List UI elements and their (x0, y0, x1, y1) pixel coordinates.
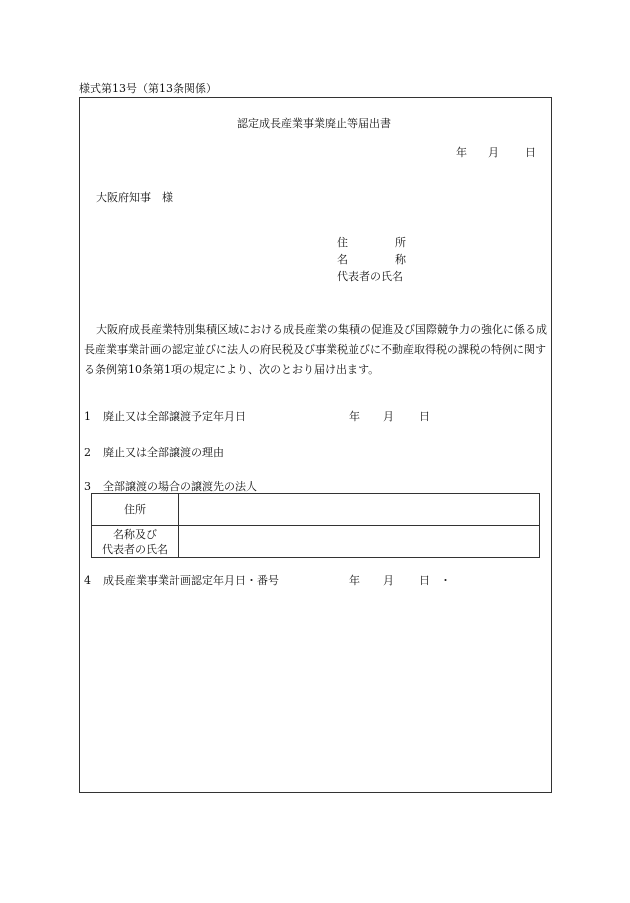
item-4-year: 年 (349, 574, 360, 587)
item-4-separator: ・ (440, 574, 451, 587)
transferee-name-label-line1: 名称及び (113, 527, 157, 541)
item-4-label: 成長産業事業計画認定年月日・番号 (103, 574, 279, 587)
item-2-number: 2 (84, 446, 91, 459)
item-2-label: 廃止又は全部譲渡の理由 (103, 446, 224, 459)
transferee-name-label (92, 526, 179, 558)
form-title: 認定成長産業事業廃止等届出書 (237, 117, 391, 130)
transferee-address-field[interactable] (179, 494, 540, 526)
date-month: 月 (488, 146, 499, 159)
item-1-label: 廃止又は全部譲渡予定年月日 (103, 410, 246, 423)
item-1-year: 年 (349, 410, 360, 423)
date-year: 年 (456, 146, 467, 159)
applicant-representative-label: 代表者の氏名 (337, 270, 403, 283)
transferee-name-field[interactable] (179, 526, 540, 558)
item-4-month: 月 (383, 574, 394, 587)
applicant-address-label-2: 所 (395, 236, 406, 249)
item-1-number: 1 (84, 410, 91, 423)
table-row (92, 494, 540, 526)
transferee-address-label: 住所 (92, 494, 179, 526)
item-4-number: 4 (84, 574, 91, 587)
item-3-number: 3 (84, 480, 91, 493)
item-4-day: 日 (419, 574, 430, 587)
addressee: 大阪府知事 様 (96, 191, 173, 204)
item-1-day: 日 (419, 410, 430, 423)
applicant-name-label-1: 名 (337, 253, 348, 266)
date-day: 日 (525, 146, 536, 159)
table-row (92, 526, 540, 558)
transferee-table (91, 493, 540, 558)
applicant-name-label-2: 称 (395, 253, 406, 266)
applicant-address-label-1: 住 (337, 236, 348, 249)
item-3-label: 全部譲渡の場合の譲渡先の法人 (103, 480, 257, 493)
item-1-month: 月 (383, 410, 394, 423)
transferee-name-label-line2: 代表者の氏名 (102, 542, 168, 556)
body-paragraph: 大阪府成長産業特別集積区域における成長産業の集積の促進及び国際競争力の強化に係る成長産業事業計画の認定並びに法人の府民税及び事業税並びに不動産取得税の課税の特例に関する条例第10条第1項の規定により、次のとおり届け出ます。 (84, 323, 547, 376)
body-text (84, 320, 550, 380)
form-number: 様式第13号（第13条関係） (79, 82, 217, 95)
